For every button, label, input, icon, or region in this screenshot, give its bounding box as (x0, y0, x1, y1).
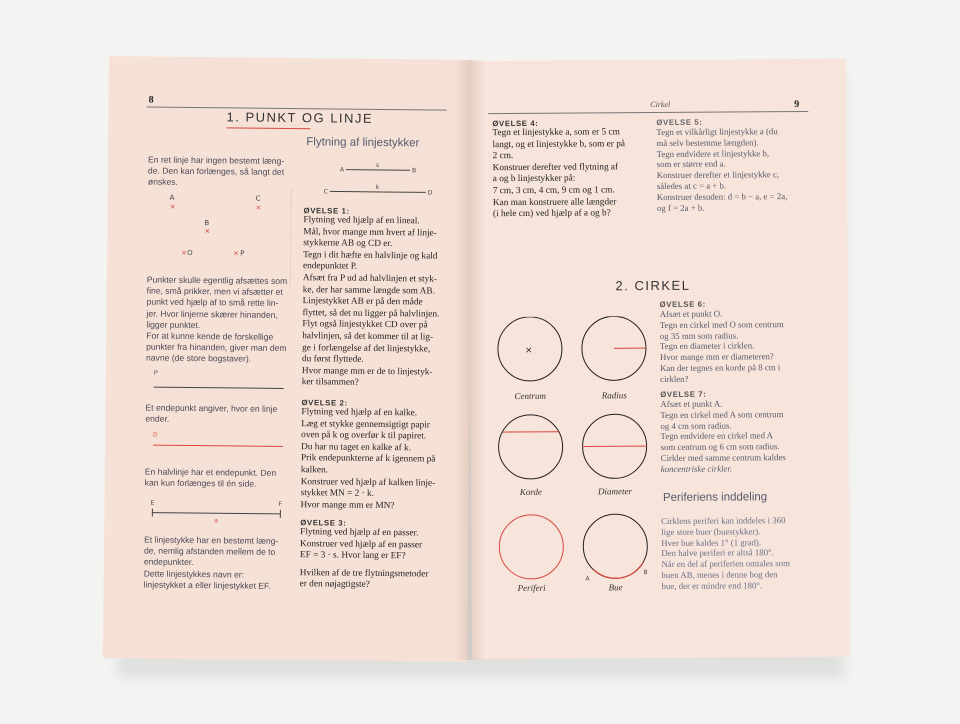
chapter-title: 2. CIRKEL (615, 277, 691, 294)
halfline-d (153, 445, 283, 447)
periferi-paragraph: Cirklens periferi kan inddeles i 360 lige store buer (buestykker). Hver bue kaldes 1° (1 grad). Den halve periferi er altså 180°. Når en del af periferien omtales som buen AB, menes i denne bog den bue, der er mindre end 180°. (661, 515, 790, 591)
seg-label: k (375, 183, 380, 191)
arc-label: A (585, 575, 590, 583)
chapter-title: 1. PUNKT OG LINJE (226, 109, 374, 126)
page-number: 8 (148, 94, 154, 106)
running-head: Cirkel (650, 99, 671, 110)
segment-label: E (150, 499, 155, 507)
section-title: Periferiens inddeling (662, 491, 768, 504)
exercise-2: ØVELSE 2: Flytning ved hjælp af en kalke. Læg et stykke gennemsigtigt papir oven på k og overfør k til papiret. Du har nu taget en kalke af k. Prik endepunkterne af k igennem på kalken. Konstruer ved hjælp af kalken linje- stykket MN = 2 · k. Hvor mange mm er MN? (300, 398, 436, 511)
exercise-1: ØVELSE 1: Flytning ved hjælp af en lineal. Mål, hvor mange mm hvert af linje- stykkerne AB og CD er. Tegn i dit hæfte en halvlinje og kald endepunktet P. Afsæt fra P ud ad halvlinjen et styk- ke, der har samme længde som AB. Linjestykket AB er på den måde flyttet, så det nu ligger på halvlinjen. Flyt også linjestykket CD over på halvlinjen, så det kommer til at lig- ge i forlængelse af det linjestykke, du først flyttede. Hvor mange mm er de to linjestyk- ker tilsammen? (301, 206, 440, 389)
segment-cd (330, 191, 426, 192)
segments-figure (322, 158, 442, 203)
point-label: A (169, 193, 175, 202)
point-label: O (187, 248, 193, 257)
caption-bue: Bue (608, 582, 623, 593)
point-mark: × (169, 202, 176, 211)
caption-centrum: Centrum (514, 390, 547, 402)
section-title: Flytning af linjestykker (306, 136, 420, 150)
exercise-7: ØVELSE 7: Afsæt et punkt A. Tegn en cirkel med A som centrum og 4 cm som radius. Tegn endvidere en cirkel med A som centrum og 6 cm som radius. Cirkler med samme centrum kaldes koncentriske cirkler. (660, 389, 786, 474)
seg-label: A (339, 166, 345, 174)
seg-label: D (427, 189, 433, 197)
paragraph-halvlinje: En halvlinje har et endepunkt. Den kan kun forlænges til én side. (144, 466, 277, 489)
point-mark: × (233, 249, 240, 258)
segment-label: a (214, 517, 219, 525)
paragraph-endepunkt: Et endepunkt angiver, hvor en linje ender. (145, 402, 278, 424)
caption-periferi: Periferi (517, 582, 546, 593)
point-mark: × (204, 227, 211, 236)
point-label: B (204, 219, 210, 228)
header-rule (488, 111, 808, 114)
caption-korde: Korde (519, 486, 543, 497)
circle-korde (498, 415, 562, 479)
point-label: C (255, 194, 261, 203)
exercise-4: ØVELSE 4: Tegn et linjestykke a, som er 5 cm langt, og et linjestykke b, som er på 2 cm. Konstruer derefter ved flytning af a og b linjestykker på: 7 cm, 3 cm, 4 cm, 9 cm og 1 cm. Kan man konstruere alle længder (i hele cm) ved hjælp af a og b? (492, 118, 626, 220)
book-gutter (455, 60, 485, 660)
exercise-3: ØVELSE 3: Flytning ved hjælp af en passer. Konstruer ved hjælp af en passer EF = 3 · s. Hvor lang er EF? Hvilken af de tre flytningsmetoder er den nøjagtigste? (299, 518, 429, 591)
point-mark: × (255, 203, 262, 212)
title-underline (226, 127, 310, 129)
point-mark: × (181, 248, 188, 257)
caption-radius: Radius (601, 390, 627, 401)
arc-label: B (643, 569, 648, 577)
circle-periferi (499, 515, 563, 579)
center-mark: ⨯ (524, 345, 533, 356)
seg-label: C (323, 188, 328, 196)
right-page (468, 59, 850, 660)
segment-label: F (278, 500, 282, 508)
circles-figure (492, 316, 664, 607)
page-number: 9 (794, 99, 800, 111)
seg-label: B (411, 167, 417, 175)
caption-diameter: Diameter (597, 486, 632, 497)
line-d-label: D (153, 432, 158, 439)
exercise-6: ØVELSE 6: Afsæt et punkt O. Tegn en cirkel med O som centrum og 35 mm som radius. Tegn en diameter i cirklen. Hvor mange mm er diameteren? Kan der tegnes en korde på 8 cm i cirklen? (659, 299, 784, 384)
left-page (103, 56, 473, 662)
line-p-label: P (153, 370, 158, 377)
points-figure (147, 191, 298, 263)
segment-ef-figure (148, 497, 288, 526)
segment-line (152, 513, 280, 514)
seg-label: s (375, 161, 380, 169)
paragraph-linjestykke: Et linjestykke har en bestemt læng- de, nemlig afstanden mellem de to endepunkter. Dette linjestykkes navn er: linjestykket a eller linjestykket EF. (143, 534, 279, 591)
exercise-5: ØVELSE 5: Tegn et vilkårligt linjestykke a (du må selv bestemme længden). Tegn endvidere et linjestykke b, som er større end a. Konstruer derefter et linjestykke c, således at c = a + b. Konstruer desuden: d = b − a, e = 2a, og f = 2a + b. (656, 117, 788, 213)
segment-ab (346, 170, 410, 171)
point-label: P (240, 249, 245, 258)
line-p (154, 387, 284, 389)
paragraph-intro: En ret linje har ingen bestemt læng- de. Den kan forlænges, så langt det ønskes. (147, 154, 285, 188)
paragraph-punkter: Punkter skulle egentlig afsættes som fine, små prikker, men vi afsætter et punkt ved hjælp af to små rette lin- jer. Hvor linjerne skærer hinanden, ligger punktet. For at kunne kende de forskellige punkter fra hinanden, giver man dem navne (de store bogstaver). (145, 274, 288, 365)
